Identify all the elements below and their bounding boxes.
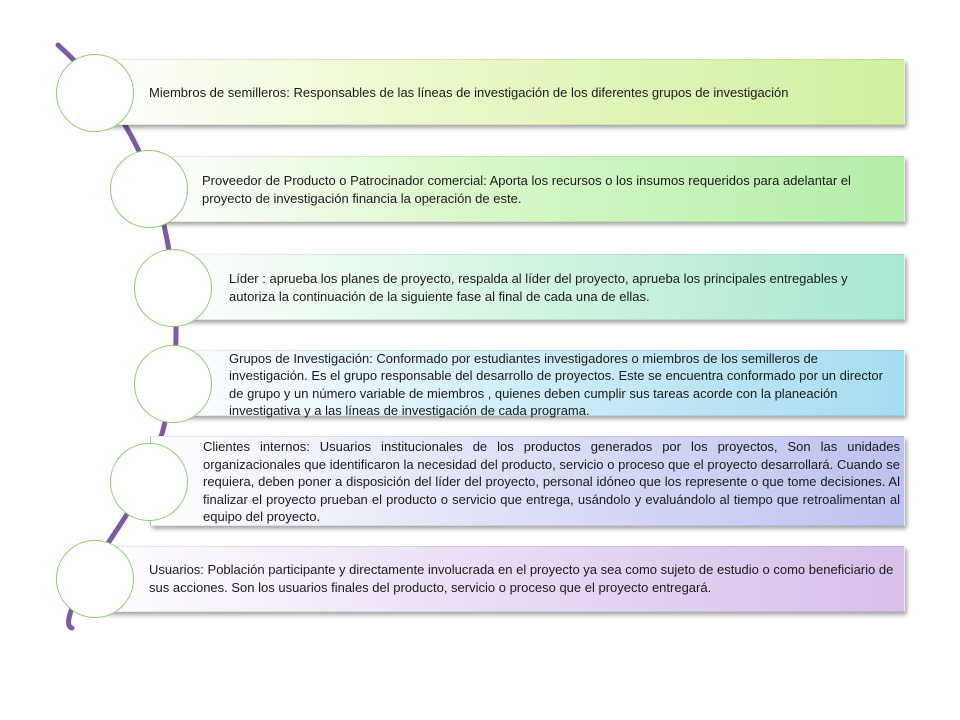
- item-text-3: Líder : aprueba los planes de proyecto, respalda al líder del proyecto, aprueba los principales entregables y autoriza la continuación de la siguiente fase al final de cada una de ellas.: [229, 271, 848, 304]
- item-box-5: [150, 436, 905, 526]
- item-text-2: Proveedor de Producto o Patrocinador comercial: Aporta los recursos o los insumos requeridos para adelantar el proyecto de investigación financia la operación de este.: [202, 173, 851, 206]
- item-text-5: Clientes internos: Usuarios institucionales de los productos generados por los proyectos, Son las unidades organizacionales que identificaron la necesidad del producto, servicio o proceso que el proyecto desarrollará. Cuando se requiera, deben poner a disposición del líder del proyecto, personal idóneo que los represente o que tome decisiones. Al finalizar el proyecto prueban el producto o servicio que entrega, usándolo y evaluándolo al tiempo que retroalimentan al equipo del proyecto.: [203, 439, 900, 524]
- item-circle-2: [110, 150, 188, 228]
- item-box-3: [170, 254, 905, 320]
- item-circle-5: [110, 443, 188, 521]
- item-circle-6: [56, 540, 134, 618]
- item-circle-1: [56, 54, 134, 132]
- item-box-4: [170, 350, 905, 416]
- item-box-6: [90, 546, 905, 612]
- item-circle-4: [134, 345, 212, 423]
- item-text-6: Usuarios: Población participante y directamente involucrada en el proyecto ya sea como sujeto de estudio o como beneficiario de sus acciones. Son los usuarios finales del producto, servicio o proceso que el proyecto entregará.: [149, 562, 894, 595]
- item-box-1: [90, 59, 905, 125]
- item-box-2: [145, 156, 905, 222]
- spine-curve: [58, 45, 176, 628]
- item-circle-3: [134, 249, 212, 327]
- item-text-1: Miembros de semilleros: Responsables de las líneas de investigación de los diferentes grupos de investigación: [149, 85, 789, 100]
- item-text-4: Grupos de Investigación: Conformado por estudiantes investigadores o miembros de los semilleros de investigación. Es el grupo responsable del desarrollo de proyectos. Este se encuentra conformado por un director de grupo y un número variable de miembros , quienes deben cumplir sus tareas acorde con la planeación investigativa y a las líneas de investigación de cada programa.: [229, 351, 883, 418]
